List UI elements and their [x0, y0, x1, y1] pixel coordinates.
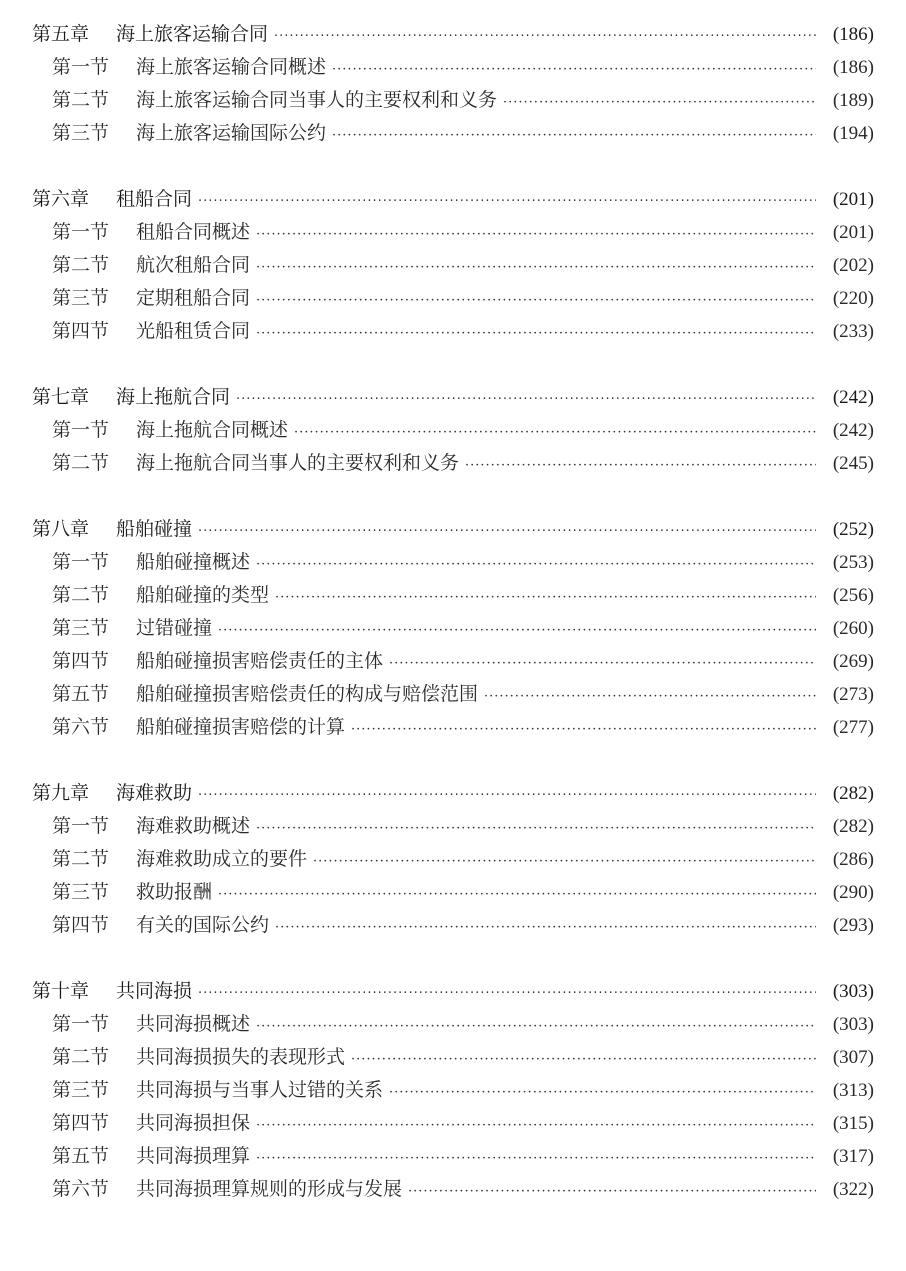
toc-section-page-number: (313) — [832, 1080, 874, 1101]
dot-leader — [236, 383, 816, 416]
toc-section-title: 定期租船合同 — [136, 287, 251, 309]
dot-leader — [408, 1175, 816, 1208]
toc-section-title: 过错碰撞 — [136, 617, 213, 639]
toc-section-page-number: (201) — [832, 222, 874, 243]
toc-section-number: 第四节 — [52, 1112, 110, 1134]
dot-leader — [198, 515, 816, 548]
toc-section-page-number: (256) — [832, 585, 874, 606]
toc-section-page-number: (290) — [832, 882, 874, 903]
toc-section-page-number: (260) — [832, 618, 874, 639]
toc-section[interactable] — [32, 414, 874, 447]
dot-leader — [256, 548, 816, 581]
toc-section-number: 第三节 — [52, 1079, 110, 1101]
dot-leader — [465, 449, 816, 482]
toc-section-title: 租船合同概述 — [136, 221, 251, 243]
toc-section-page-number: (307) — [832, 1047, 874, 1068]
toc-section-title: 船舶碰撞损害赔偿责任的构成与赔偿范围 — [136, 683, 479, 705]
dot-leader — [256, 218, 816, 251]
dot-leader — [332, 53, 816, 86]
toc-chapter-title: 海难救助 — [116, 782, 193, 804]
toc-section[interactable] — [32, 216, 874, 249]
toc-section-number: 第三节 — [52, 617, 110, 639]
dot-leader — [351, 1043, 816, 1076]
toc-section-number: 第三节 — [52, 881, 110, 903]
toc-section[interactable] — [32, 810, 874, 843]
toc-section[interactable] — [32, 546, 874, 579]
dot-leader — [256, 812, 816, 845]
toc-section-title: 海难救助概述 — [136, 815, 251, 837]
toc-section-title: 共同海损担保 — [136, 1112, 251, 1134]
toc-section-page-number: (273) — [832, 684, 874, 705]
toc-section-number: 第一节 — [52, 551, 110, 573]
toc-chapter[interactable] — [32, 381, 874, 414]
dot-leader — [256, 251, 816, 284]
dot-leader — [274, 20, 816, 53]
toc-section-page-number: (322) — [832, 1179, 874, 1200]
toc-section[interactable] — [32, 843, 874, 876]
toc-chapter-page-number: (303) — [832, 981, 874, 1002]
chapter-block — [32, 777, 874, 942]
toc-section-title: 共同海损理算 — [136, 1145, 251, 1167]
toc-chapter-page-number: (282) — [832, 783, 874, 804]
toc-section[interactable] — [32, 1008, 874, 1041]
toc-section-title: 航次租船合同 — [136, 254, 251, 276]
toc-section[interactable] — [32, 315, 874, 348]
toc-chapter-title: 船舶碰撞 — [116, 518, 193, 540]
toc-section[interactable] — [32, 909, 874, 942]
toc-section-number: 第六节 — [52, 1178, 110, 1200]
toc-section-title: 海上旅客运输合同概述 — [136, 56, 327, 78]
toc-chapter-title: 租船合同 — [116, 188, 193, 210]
dot-leader — [218, 878, 816, 911]
toc-section[interactable] — [32, 249, 874, 282]
dot-leader — [198, 779, 816, 812]
toc-section-number: 第一节 — [52, 56, 110, 78]
toc-section[interactable] — [32, 447, 874, 480]
toc-section-title: 共同海损损失的表现形式 — [136, 1046, 346, 1068]
toc-section[interactable] — [32, 117, 874, 150]
toc-chapter-number: 第十章 — [32, 980, 90, 1002]
toc-chapter-page-number: (201) — [832, 189, 874, 210]
dot-leader — [218, 614, 816, 647]
toc-section-number: 第三节 — [52, 122, 110, 144]
toc-chapter-title: 共同海损 — [116, 980, 193, 1002]
toc-chapter-title: 海上拖航合同 — [116, 386, 231, 408]
dot-leader — [294, 416, 816, 449]
dot-leader — [256, 1010, 816, 1043]
toc-section-page-number: (317) — [832, 1146, 874, 1167]
toc-section-page-number: (202) — [832, 255, 874, 276]
toc-section[interactable] — [32, 1173, 874, 1206]
dot-leader — [389, 647, 816, 680]
chapter-block — [32, 381, 874, 480]
chapter-block — [32, 975, 874, 1206]
toc-section-number: 第二节 — [52, 89, 110, 111]
toc-chapter[interactable] — [32, 513, 874, 546]
toc-section-number: 第一节 — [52, 815, 110, 837]
toc-section-page-number: (186) — [832, 57, 874, 78]
toc-section-page-number: (194) — [832, 123, 874, 144]
dot-leader — [503, 86, 816, 119]
toc-section-number: 第三节 — [52, 287, 110, 309]
toc-section-page-number: (242) — [832, 420, 874, 441]
dot-leader — [275, 911, 816, 944]
toc-section-page-number: (303) — [832, 1014, 874, 1035]
toc-section-page-number: (189) — [832, 90, 874, 111]
toc-section-title: 海难救助成立的要件 — [136, 848, 308, 870]
toc-section-page-number: (253) — [832, 552, 874, 573]
toc-section[interactable] — [32, 678, 874, 711]
toc-chapter[interactable] — [32, 975, 874, 1008]
toc-section-number: 第六节 — [52, 716, 110, 738]
dot-leader — [198, 185, 816, 218]
toc-section-title: 海上拖航合同概述 — [136, 419, 289, 441]
toc-section-number: 第四节 — [52, 914, 110, 936]
toc-section-page-number: (282) — [832, 816, 874, 837]
dot-leader — [332, 119, 816, 152]
toc-chapter-page-number: (242) — [832, 387, 874, 408]
toc-section-number: 第一节 — [52, 1013, 110, 1035]
toc-section-page-number: (245) — [832, 453, 874, 474]
toc-section-page-number: (269) — [832, 651, 874, 672]
toc-section-title: 船舶碰撞损害赔偿的计算 — [136, 716, 346, 738]
toc-section[interactable] — [32, 612, 874, 645]
dot-leader — [275, 581, 816, 614]
toc-section[interactable] — [32, 579, 874, 612]
toc-section-page-number: (220) — [832, 288, 874, 309]
toc-section-number: 第一节 — [52, 221, 110, 243]
toc-section-number: 第二节 — [52, 584, 110, 606]
dot-leader — [256, 317, 816, 350]
toc-section-title: 海上拖航合同当事人的主要权利和义务 — [136, 452, 460, 474]
dot-leader — [256, 1142, 816, 1175]
toc-section-page-number: (277) — [832, 717, 874, 738]
toc-section-number: 第一节 — [52, 419, 110, 441]
toc-section[interactable] — [32, 1041, 874, 1074]
toc-section-number: 第五节 — [52, 683, 110, 705]
toc-section[interactable] — [32, 1107, 874, 1140]
toc-section-title: 船舶碰撞概述 — [136, 551, 251, 573]
toc-section[interactable] — [32, 51, 874, 84]
toc-section-number: 第二节 — [52, 1046, 110, 1068]
toc-section-number: 第四节 — [52, 320, 110, 342]
toc-section-number: 第五节 — [52, 1145, 110, 1167]
toc-section-number: 第二节 — [52, 452, 110, 474]
toc-section-page-number: (286) — [832, 849, 874, 870]
toc-chapter-number: 第七章 — [32, 386, 90, 408]
toc-section-title: 海上旅客运输国际公约 — [136, 122, 327, 144]
toc-chapter-number: 第五章 — [32, 23, 90, 45]
toc-section-title: 共同海损理算规则的形成与发展 — [136, 1178, 403, 1200]
toc-section[interactable] — [32, 1074, 874, 1107]
toc-chapter-number: 第九章 — [32, 782, 90, 804]
toc-section[interactable] — [32, 84, 874, 117]
toc-section[interactable] — [32, 645, 874, 678]
toc-section-title: 船舶碰撞的类型 — [136, 584, 270, 606]
dot-leader — [313, 845, 816, 878]
toc-section[interactable] — [32, 282, 874, 315]
toc-section-page-number: (293) — [832, 915, 874, 936]
toc-section-page-number: (233) — [832, 321, 874, 342]
toc-section-title: 共同海损与当事人过错的关系 — [136, 1079, 384, 1101]
toc-section-title: 船舶碰撞损害赔偿责任的主体 — [136, 650, 384, 672]
dot-leader — [389, 1076, 816, 1109]
toc-section-title: 光船租赁合同 — [136, 320, 251, 342]
toc-section-number: 第二节 — [52, 254, 110, 276]
toc-section-number: 第二节 — [52, 848, 110, 870]
toc-section[interactable] — [32, 1140, 874, 1173]
dot-leader — [256, 284, 816, 317]
toc-section-title: 海上旅客运输合同当事人的主要权利和义务 — [136, 89, 498, 111]
toc-section-title: 共同海损概述 — [136, 1013, 251, 1035]
toc-chapter-number: 第八章 — [32, 518, 90, 540]
toc-section[interactable] — [32, 711, 874, 744]
toc-chapter-number: 第六章 — [32, 188, 90, 210]
toc-section-page-number: (315) — [832, 1113, 874, 1134]
toc-section-title: 有关的国际公约 — [136, 914, 270, 936]
dot-leader — [256, 1109, 816, 1142]
dot-leader — [198, 977, 816, 1010]
toc-section[interactable] — [32, 876, 874, 909]
toc-chapter-page-number: (186) — [832, 24, 874, 45]
dot-leader — [484, 680, 816, 713]
toc-section-title: 救助报酬 — [136, 881, 213, 903]
toc-chapter-title: 海上旅客运输合同 — [116, 23, 269, 45]
toc-section-number: 第四节 — [52, 650, 110, 672]
toc-chapter[interactable] — [32, 183, 874, 216]
toc-chapter[interactable] — [32, 18, 874, 51]
chapter-block — [32, 513, 874, 744]
chapter-block — [32, 183, 874, 348]
dot-leader — [351, 713, 816, 746]
toc-chapter-page-number: (252) — [832, 519, 874, 540]
chapter-block — [32, 18, 874, 150]
toc-chapter[interactable] — [32, 777, 874, 810]
